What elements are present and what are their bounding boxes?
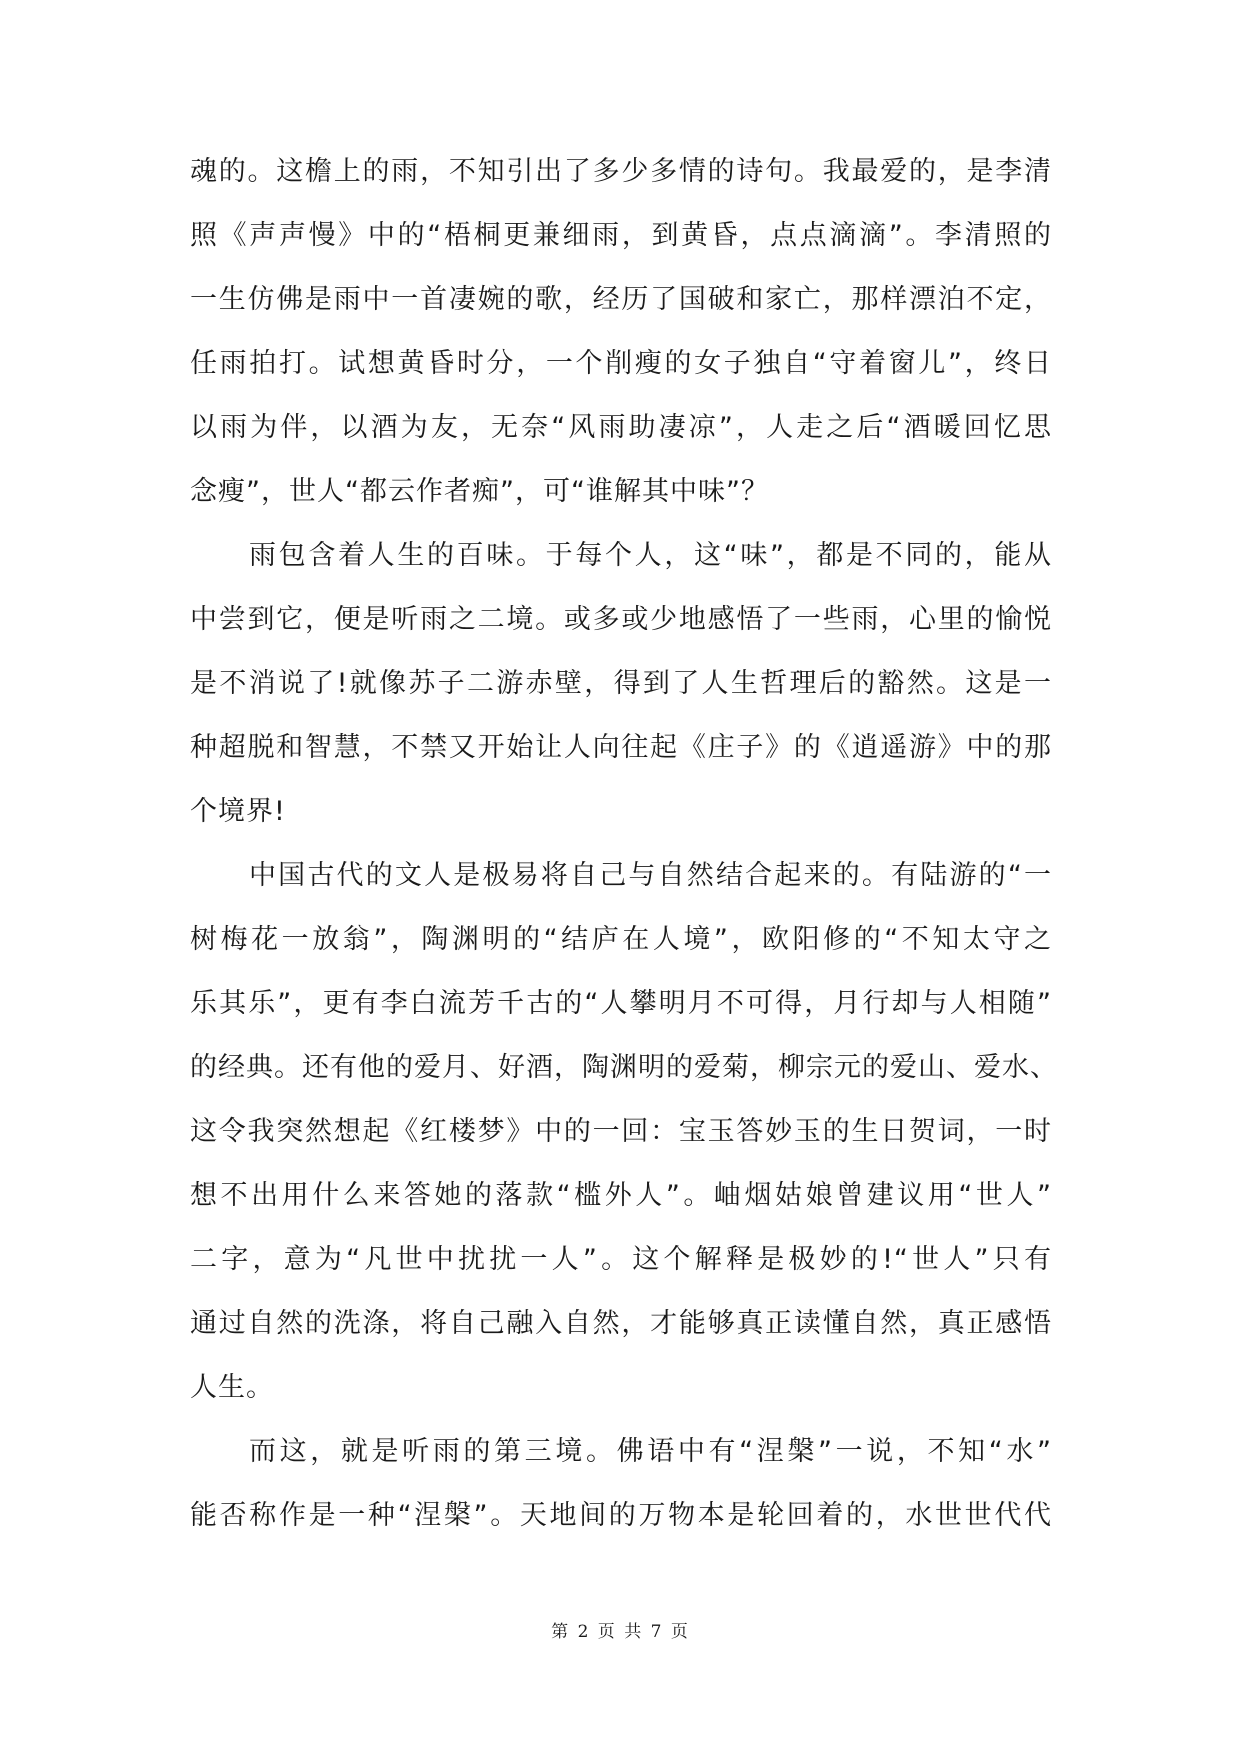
text-line: 中国古代的文人是极易将自己与自然结合起来的。有陆游的“一 [249,860,1052,891]
text-line: 雨包含着人生的百味。于每个人，这“味”，都是不同的，能从 [249,540,1052,571]
text-line: 乐其乐”，更有李白流芳千古的“人攀明月不可得，月行却与人相随” [190,988,1052,1019]
text-line: 种超脱和智慧，不禁又开始让人向往起《庄子》的《逍遥游》中的那 [190,732,1052,763]
text-line: 的经典。还有他的爱月、好酒，陶渊明的爱菊，柳宗元的爱山、爱水、 [190,1052,1058,1083]
text-line: 中尝到它，便是听雨之二境。或多或少地感悟了一些雨，心里的愉悦 [190,604,1052,635]
text-line: 树梅花一放翁”，陶渊明的“结庐在人境”，欧阳修的“不知太守之 [190,924,1052,955]
text-line: 是不消说了!就像苏子二游赤壁，得到了人生哲理后的豁然。这是一 [190,668,1052,699]
page-footer: 第 2 页 共 7 页 [551,1622,690,1642]
text-line: 能否称作是一种“涅槃”。天地间的万物本是轮回着的，水世世代代 [190,1500,1052,1531]
text-line: 照《声声慢》中的“梧桐更兼细雨，到黄昏，点点滴滴”。李清照的 [190,220,1052,251]
text-line: 人生。 [190,1372,274,1403]
text-line: 念瘦”，世人“都云作者痴”，可“谁解其中味”？ [190,476,769,507]
document-body [190,140,1058,1548]
text-line: 而这，就是听雨的第三境。佛语中有“涅槃”一说，不知“水” [249,1436,1052,1467]
text-line: 以雨为伴，以酒为友，无奈“风雨助凄凉”，人走之后“酒暖回忆思 [190,412,1052,443]
text-line: 通过自然的洗涤，将自己融入自然，才能够真正读懂自然，真正感悟 [190,1308,1052,1339]
text-line: 一生仿佛是雨中一首凄婉的歌，经历了国破和家亡，那样漂泊不定， [190,284,1052,315]
text-line: 这令我突然想起《红楼梦》中的一回：宝玉答妙玉的生日贺词，一时 [190,1116,1052,1147]
text-line: 魂的。这檐上的雨，不知引出了多少多情的诗句。我最爱的，是李清 [190,156,1052,187]
text-line: 个境界! [190,796,286,827]
text-line: 任雨拍打。试想黄昏时分，一个削瘦的女子独自“守着窗儿”，终日 [190,348,1052,379]
text-line: 二字，意为“凡世中扰扰一人”。这个解释是极妙的!“世人”只有 [190,1244,1052,1275]
text-line: 想不出用什么来答她的落款“槛外人”。岫烟姑娘曾建议用“世人” [190,1180,1052,1211]
